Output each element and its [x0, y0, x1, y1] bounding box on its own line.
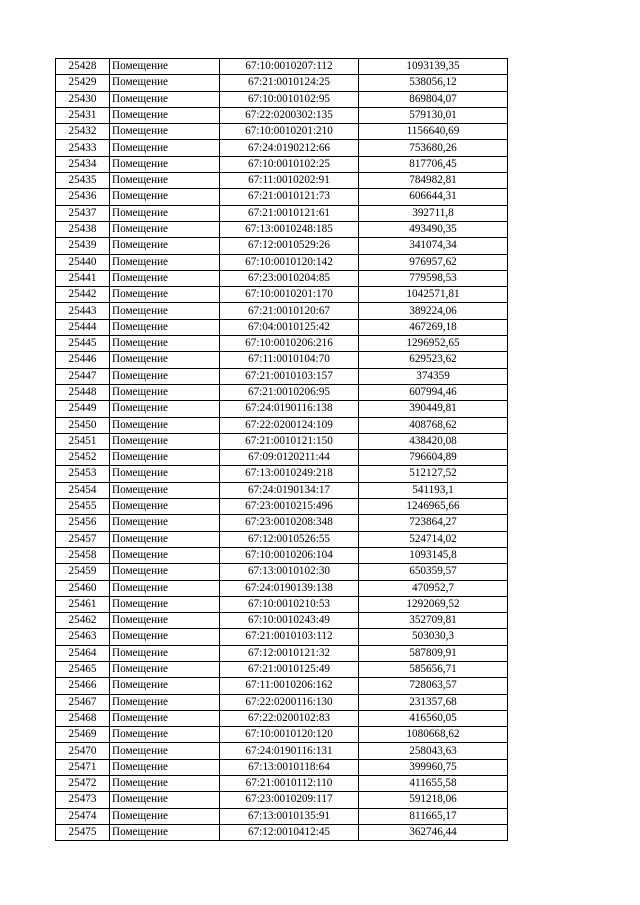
object-type-cell: Помещение	[110, 368, 220, 384]
object-type-cell: Помещение	[110, 238, 220, 254]
cadastral-value-cell: 629523,62	[359, 352, 508, 368]
cadastral-value-cell: 796604,89	[359, 450, 508, 466]
object-type-cell: Помещение	[110, 808, 220, 824]
object-type-cell: Помещение	[110, 824, 220, 840]
cadastral-value-cell: 1296952,65	[359, 336, 508, 352]
cadastral-value-cell: 389224,06	[359, 303, 508, 319]
cadastral-number-cell: 67:13:0010249:218	[220, 466, 359, 482]
cadastral-value-cell: 470952,7	[359, 580, 508, 596]
table-row	[56, 319, 508, 335]
row-number-cell: 25436	[56, 189, 110, 205]
cadastral-number-cell: 67:10:0010210:53	[220, 596, 359, 612]
object-type-cell: Помещение	[110, 173, 220, 189]
row-number-cell: 25469	[56, 727, 110, 743]
cadastral-number-cell: 67:13:0010102:30	[220, 564, 359, 580]
object-type-cell: Помещение	[110, 59, 220, 75]
object-type-cell: Помещение	[110, 759, 220, 775]
object-type-cell: Помещение	[110, 727, 220, 743]
object-type-cell: Помещение	[110, 547, 220, 563]
cadastral-number-cell: 67:22:0200302:135	[220, 107, 359, 123]
object-type-cell: Помещение	[110, 221, 220, 237]
row-number-cell: 25435	[56, 173, 110, 189]
cadastral-number-cell: 67:04:0010125:42	[220, 319, 359, 335]
cadastral-number-cell: 67:21:0010112:110	[220, 776, 359, 792]
cadastral-number-cell: 67:10:0010102:25	[220, 156, 359, 172]
object-type-cell: Помещение	[110, 75, 220, 91]
cadastral-value-cell: 411655,58	[359, 776, 508, 792]
cadastral-value-cell: 784982,81	[359, 173, 508, 189]
cadastral-number-cell: 67:12:0010526:55	[220, 531, 359, 547]
cadastral-number-cell: 67:23:0010209:117	[220, 792, 359, 808]
row-number-cell: 25465	[56, 661, 110, 677]
cadastral-number-cell: 67:22:0200124:109	[220, 417, 359, 433]
cadastral-number-cell: 67:21:0010121:150	[220, 433, 359, 449]
cadastral-value-cell: 374359	[359, 368, 508, 384]
cadastral-value-cell: 1246965,66	[359, 499, 508, 515]
row-number-cell: 25430	[56, 91, 110, 107]
cadastral-number-cell: 67:21:0010120:67	[220, 303, 359, 319]
row-number-cell: 25441	[56, 270, 110, 286]
object-type-cell: Помещение	[110, 515, 220, 531]
table-row	[56, 808, 508, 824]
object-type-cell: Помещение	[110, 189, 220, 205]
row-number-cell: 25458	[56, 547, 110, 563]
cadastral-value-cell: 231357,68	[359, 694, 508, 710]
table-row	[56, 531, 508, 547]
object-type-cell: Помещение	[110, 417, 220, 433]
cadastral-value-cell: 1292069,52	[359, 596, 508, 612]
table-row	[56, 107, 508, 123]
object-type-cell: Помещение	[110, 743, 220, 759]
row-number-cell: 25464	[56, 645, 110, 661]
cadastral-number-cell: 67:13:0010135:91	[220, 808, 359, 824]
object-type-cell: Помещение	[110, 482, 220, 498]
cadastral-number-cell: 67:13:0010248:185	[220, 221, 359, 237]
row-number-cell: 25445	[56, 336, 110, 352]
cadastral-number-cell: 67:10:0010201:170	[220, 287, 359, 303]
table-row	[56, 466, 508, 482]
cadastral-number-cell: 67:22:0200102:83	[220, 710, 359, 726]
row-number-cell: 25457	[56, 531, 110, 547]
object-type-cell: Помещение	[110, 156, 220, 172]
cadastral-number-cell: 67:24:0190212:66	[220, 140, 359, 156]
cadastral-number-cell: 67:10:0010243:49	[220, 613, 359, 629]
table-row	[56, 613, 508, 629]
object-type-cell: Помещение	[110, 254, 220, 270]
object-type-cell: Помещение	[110, 694, 220, 710]
cadastral-number-cell: 67:12:0010529:26	[220, 238, 359, 254]
table-row	[56, 173, 508, 189]
cadastral-value-cell: 1080668,62	[359, 727, 508, 743]
table-row	[56, 189, 508, 205]
table-row	[56, 124, 508, 140]
cadastral-value-cell: 503030,3	[359, 629, 508, 645]
cadastral-value-cell: 811665,17	[359, 808, 508, 824]
object-type-cell: Помещение	[110, 352, 220, 368]
row-number-cell: 25451	[56, 433, 110, 449]
row-number-cell: 25456	[56, 515, 110, 531]
object-type-cell: Помещение	[110, 531, 220, 547]
table-row	[56, 205, 508, 221]
row-number-cell: 25474	[56, 808, 110, 824]
table-row	[56, 776, 508, 792]
object-type-cell: Помещение	[110, 564, 220, 580]
cadastral-number-cell: 67:21:0010103:157	[220, 368, 359, 384]
cadastral-value-cell: 512127,52	[359, 466, 508, 482]
table-row	[56, 238, 508, 254]
row-number-cell: 25433	[56, 140, 110, 156]
table-row	[56, 596, 508, 612]
cadastral-number-cell: 67:10:0010120:142	[220, 254, 359, 270]
cadastral-number-cell: 67:10:0010206:216	[220, 336, 359, 352]
object-type-cell: Помещение	[110, 613, 220, 629]
table-row	[56, 678, 508, 694]
cadastral-value-cell: 585656,71	[359, 661, 508, 677]
cadastral-number-cell: 67:21:0010206:95	[220, 384, 359, 400]
object-type-cell: Помещение	[110, 124, 220, 140]
cadastral-value-cell: 1093145,8	[359, 547, 508, 563]
cadastral-number-cell: 67:21:0010103:112	[220, 629, 359, 645]
cadastral-value-cell: 467269,18	[359, 319, 508, 335]
row-number-cell: 25431	[56, 107, 110, 123]
cadastral-number-cell: 67:09:0120211:44	[220, 450, 359, 466]
table-row	[56, 710, 508, 726]
row-number-cell: 25439	[56, 238, 110, 254]
object-type-cell: Помещение	[110, 450, 220, 466]
cadastral-value-cell: 341074,34	[359, 238, 508, 254]
object-type-cell: Помещение	[110, 792, 220, 808]
object-type-cell: Помещение	[110, 140, 220, 156]
table-row	[56, 75, 508, 91]
cadastral-value-cell: 1156640,69	[359, 124, 508, 140]
table-row	[56, 352, 508, 368]
cadastral-number-cell: 67:22:0200116:130	[220, 694, 359, 710]
row-number-cell: 25473	[56, 792, 110, 808]
row-number-cell: 25442	[56, 287, 110, 303]
cadastral-number-cell: 67:10:0010201:210	[220, 124, 359, 140]
row-number-cell: 25438	[56, 221, 110, 237]
row-number-cell: 25443	[56, 303, 110, 319]
table-row	[56, 694, 508, 710]
object-type-cell: Помещение	[110, 466, 220, 482]
object-type-cell: Помещение	[110, 303, 220, 319]
table-row	[56, 792, 508, 808]
cadastral-number-cell: 67:23:0010208:348	[220, 515, 359, 531]
cadastral-value-cell: 753680,26	[359, 140, 508, 156]
object-type-cell: Помещение	[110, 499, 220, 515]
cadastral-number-cell: 67:11:0010104:70	[220, 352, 359, 368]
table-row	[56, 482, 508, 498]
row-number-cell: 25448	[56, 384, 110, 400]
table-row	[56, 450, 508, 466]
cadastral-value-cell: 779598,53	[359, 270, 508, 286]
table-row	[56, 759, 508, 775]
object-type-cell: Помещение	[110, 776, 220, 792]
row-number-cell: 25466	[56, 678, 110, 694]
table-row	[56, 629, 508, 645]
row-number-cell: 25461	[56, 596, 110, 612]
table-row	[56, 270, 508, 286]
object-type-cell: Помещение	[110, 629, 220, 645]
cadastral-number-cell: 67:21:0010121:61	[220, 205, 359, 221]
row-number-cell: 25467	[56, 694, 110, 710]
table-row	[56, 727, 508, 743]
row-number-cell: 25440	[56, 254, 110, 270]
row-number-cell: 25432	[56, 124, 110, 140]
cadastral-number-cell: 67:24:0190116:138	[220, 401, 359, 417]
object-type-cell: Помещение	[110, 107, 220, 123]
row-number-cell: 25459	[56, 564, 110, 580]
table-row	[56, 368, 508, 384]
cadastral-value-cell: 728063,57	[359, 678, 508, 694]
cadastral-number-cell: 67:10:0010120:120	[220, 727, 359, 743]
object-type-cell: Помещение	[110, 287, 220, 303]
object-type-cell: Помещение	[110, 401, 220, 417]
row-number-cell: 25437	[56, 205, 110, 221]
cadastral-value-cell: 416560,05	[359, 710, 508, 726]
row-number-cell: 25429	[56, 75, 110, 91]
cadastral-number-cell: 67:11:0010202:91	[220, 173, 359, 189]
row-number-cell: 25452	[56, 450, 110, 466]
row-number-cell: 25455	[56, 499, 110, 515]
object-type-cell: Помещение	[110, 645, 220, 661]
object-type-cell: Помещение	[110, 433, 220, 449]
cadastral-value-cell: 723864,27	[359, 515, 508, 531]
cadastral-number-cell: 67:12:0010121:32	[220, 645, 359, 661]
row-number-cell: 25460	[56, 580, 110, 596]
cadastral-number-cell: 67:23:0010204:85	[220, 270, 359, 286]
row-number-cell: 25434	[56, 156, 110, 172]
row-number-cell: 25446	[56, 352, 110, 368]
cadastral-value-cell: 817706,45	[359, 156, 508, 172]
table-row	[56, 254, 508, 270]
row-number-cell: 25468	[56, 710, 110, 726]
row-number-cell: 25449	[56, 401, 110, 417]
cadastral-value-cell: 976957,62	[359, 254, 508, 270]
row-number-cell: 25444	[56, 319, 110, 335]
cadastral-value-cell: 869804,07	[359, 91, 508, 107]
table-row	[56, 433, 508, 449]
row-number-cell: 25462	[56, 613, 110, 629]
object-type-cell: Помещение	[110, 710, 220, 726]
table-row	[56, 824, 508, 840]
table-row	[56, 336, 508, 352]
table-body	[56, 59, 508, 841]
cadastral-number-cell: 67:11:0010206:162	[220, 678, 359, 694]
cadastral-value-cell: 352709,81	[359, 613, 508, 629]
object-type-cell: Помещение	[110, 336, 220, 352]
table-row	[56, 499, 508, 515]
cadastral-value-cell: 1093139,35	[359, 59, 508, 75]
table-row	[56, 140, 508, 156]
object-type-cell: Помещение	[110, 319, 220, 335]
table-row	[56, 417, 508, 433]
object-type-cell: Помещение	[110, 205, 220, 221]
table-row	[56, 384, 508, 400]
row-number-cell: 25470	[56, 743, 110, 759]
cadastral-value-cell: 538056,12	[359, 75, 508, 91]
cadastral-value-cell: 579130,01	[359, 107, 508, 123]
row-number-cell: 25472	[56, 776, 110, 792]
cadastral-number-cell: 67:10:0010102:95	[220, 91, 359, 107]
table-row	[56, 645, 508, 661]
cadastral-number-cell: 67:12:0010412:45	[220, 824, 359, 840]
table-row	[56, 547, 508, 563]
object-type-cell: Помещение	[110, 678, 220, 694]
cadastral-value-table	[55, 58, 508, 841]
object-type-cell: Помещение	[110, 596, 220, 612]
cadastral-number-cell: 67:24:0190116:131	[220, 743, 359, 759]
row-number-cell: 25428	[56, 59, 110, 75]
cadastral-value-cell: 390449,81	[359, 401, 508, 417]
table-row	[56, 743, 508, 759]
cadastral-number-cell: 67:21:0010125:49	[220, 661, 359, 677]
cadastral-value-cell: 258043,63	[359, 743, 508, 759]
object-type-cell: Помещение	[110, 580, 220, 596]
cadastral-number-cell: 67:13:0010118:64	[220, 759, 359, 775]
table-row	[56, 661, 508, 677]
table-row	[56, 287, 508, 303]
object-type-cell: Помещение	[110, 384, 220, 400]
table-row	[56, 221, 508, 237]
cadastral-value-cell: 408768,62	[359, 417, 508, 433]
cadastral-value-cell: 587809,91	[359, 645, 508, 661]
row-number-cell: 25463	[56, 629, 110, 645]
row-number-cell: 25475	[56, 824, 110, 840]
table-row	[56, 91, 508, 107]
cadastral-value-cell: 591218,06	[359, 792, 508, 808]
object-type-cell: Помещение	[110, 91, 220, 107]
object-type-cell: Помещение	[110, 661, 220, 677]
cadastral-number-cell: 67:10:0010207:112	[220, 59, 359, 75]
cadastral-value-cell: 438420,08	[359, 433, 508, 449]
row-number-cell: 25450	[56, 417, 110, 433]
table-row	[56, 401, 508, 417]
cadastral-value-cell: 399960,75	[359, 759, 508, 775]
table-row	[56, 564, 508, 580]
cadastral-value-cell: 541193,1	[359, 482, 508, 498]
cadastral-value-cell: 493490,35	[359, 221, 508, 237]
cadastral-number-cell: 67:10:0010206:104	[220, 547, 359, 563]
cadastral-value-cell: 607994,46	[359, 384, 508, 400]
cadastral-number-cell: 67:23:0010215:496	[220, 499, 359, 515]
cadastral-number-cell: 67:24:0190134:17	[220, 482, 359, 498]
cadastral-value-cell: 524714,02	[359, 531, 508, 547]
cadastral-number-cell: 67:21:0010124:25	[220, 75, 359, 91]
table-row	[56, 580, 508, 596]
cadastral-value-cell: 362746,44	[359, 824, 508, 840]
table-row	[56, 303, 508, 319]
table-row	[56, 156, 508, 172]
cadastral-number-cell: 67:24:0190139:138	[220, 580, 359, 596]
cadastral-value-cell: 392711,8	[359, 205, 508, 221]
cadastral-value-cell: 606644,31	[359, 189, 508, 205]
table-row	[56, 59, 508, 75]
cadastral-number-cell: 67:21:0010121:73	[220, 189, 359, 205]
cadastral-value-cell: 1042571,81	[359, 287, 508, 303]
row-number-cell: 25447	[56, 368, 110, 384]
object-type-cell: Помещение	[110, 270, 220, 286]
row-number-cell: 25453	[56, 466, 110, 482]
table-row	[56, 515, 508, 531]
cadastral-value-cell: 650359,57	[359, 564, 508, 580]
row-number-cell: 25454	[56, 482, 110, 498]
row-number-cell: 25471	[56, 759, 110, 775]
